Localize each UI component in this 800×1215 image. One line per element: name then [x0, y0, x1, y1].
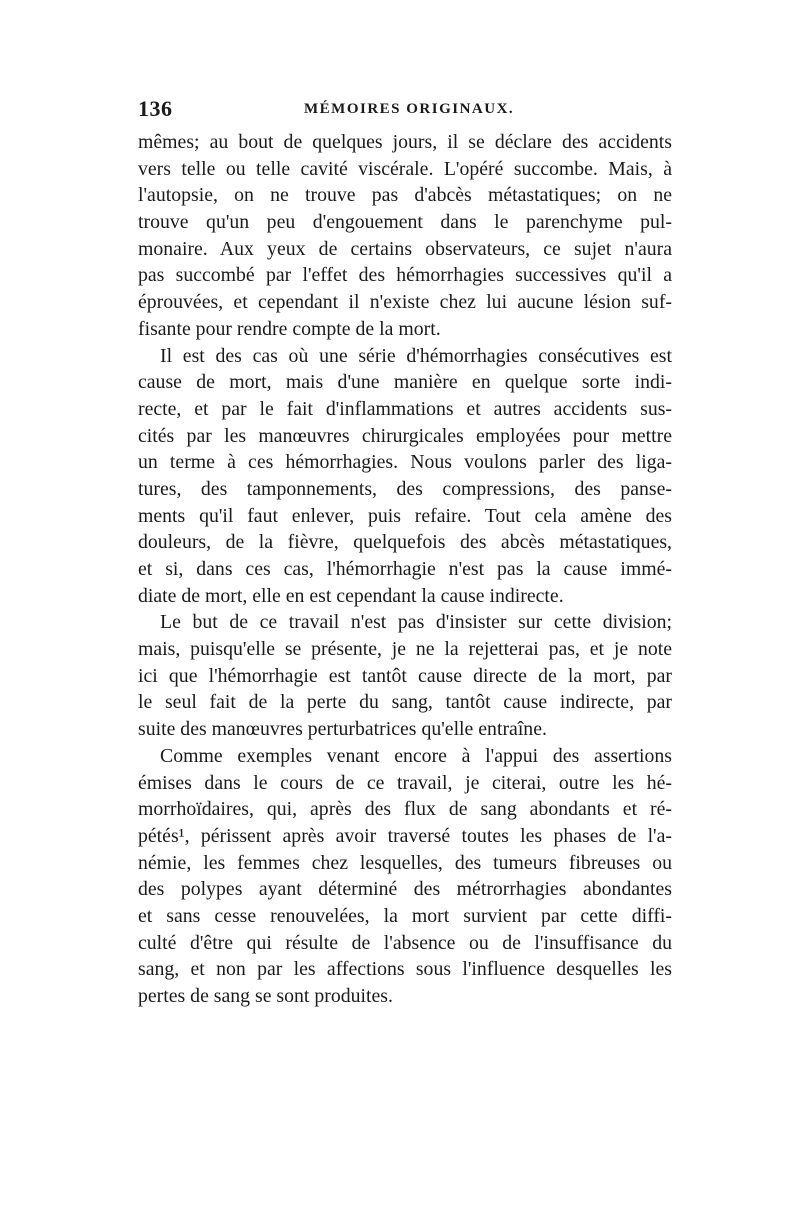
- text-line: recte, et par le fait d'inflammations et autres accidents sus-: [138, 397, 672, 420]
- running-title: MÉMOIRES ORIGINAUX.: [304, 101, 515, 117]
- text-line: morrhoïdaires, qui, après des flux de sang abondants et ré-: [138, 798, 672, 821]
- text-line: l'autopsie, on ne trouve pas d'abcès métastatiques; on ne: [138, 184, 672, 207]
- text-line: éprouvées, et cependant il n'existe chez lui aucune lésion suf-: [138, 291, 672, 314]
- text-line: Comme exemples venant encore à l'appui des assertions: [160, 744, 672, 767]
- text-line: pertes de sang se sont produites.: [138, 985, 393, 1007]
- text-line: Il est des cas où une série d'hémorrhagies consécutives est: [160, 344, 672, 367]
- paragraph: [138, 129, 672, 343]
- text-line: un terme à ces hémorrhagies. Nous voulons parler des liga-: [138, 451, 672, 474]
- text-line: des polypes ayant déterminé des métrorrhagies abondantes: [138, 878, 672, 901]
- body-text: [138, 129, 672, 1010]
- text-line: émises dans le cours de ce travail, je citerai, outre les hé-: [138, 771, 672, 794]
- text-line: némie, les femmes chez lesquelles, des tumeurs fibreuses ou: [138, 851, 672, 874]
- text-line: douleurs, de la fièvre, quelquefois des abcès métastatiques,: [138, 531, 672, 554]
- text-line: monaire. Aux yeux de certains observateurs, ce sujet n'aura: [138, 237, 672, 260]
- text-line: et si, dans ces cas, l'hémorrhagie n'est pas la cause immé-: [138, 558, 672, 580]
- text-line: mais, puisqu'elle se présente, je ne la rejetterai pas, et je note: [138, 638, 672, 661]
- text-line: cause de mort, mais d'une manière en quelque sorte indi-: [138, 371, 672, 394]
- text-line: suite des manœuvres perturbatrices qu'elle entraîne.: [138, 718, 547, 741]
- paragraph: [138, 609, 672, 742]
- text-line: fisante pour rendre compte de la mort.: [138, 317, 441, 340]
- text-line: culté d'être qui résulte de l'absence ou de l'insuffisance du: [138, 931, 672, 954]
- text-line: cités par les manœuvres chirurgicales employées pour mettre: [138, 424, 672, 447]
- text-line: Le but de ce travail n'est pas d'insister sur cette division;: [160, 611, 672, 634]
- text-line: le seul fait de la perte du sang, tantôt cause indirecte, par: [138, 691, 672, 714]
- text-line: mêmes; au bout de quelques jours, il se déclare des accidents: [138, 131, 672, 153]
- text-line: tures, des tamponnements, des compressions, des panse-: [138, 477, 672, 500]
- text-line: et sans cesse renouvelées, la mort survient par cette diffi-: [138, 904, 672, 927]
- paragraph: [138, 743, 672, 1010]
- text-line: pas succombé par l'effet des hémorrhagies successives qu'il a: [138, 264, 672, 287]
- paragraph: [138, 343, 672, 610]
- page-header: [138, 96, 668, 126]
- text-line: vers telle ou telle cavité viscérale. L'opéré succombe. Mais, à: [138, 157, 672, 180]
- page-number: 136: [138, 96, 173, 121]
- text-line: ici que l'hémorrhagie est tantôt cause directe de la mort, par: [138, 664, 672, 687]
- text-line: trouve qu'un peu d'engouement dans le parenchyme pul-: [138, 211, 672, 234]
- text-line: diate de mort, elle en est cependant la cause indirecte.: [138, 584, 564, 607]
- text-line: ments qu'il faut enlever, puis refaire. Tout cela amène des: [138, 504, 672, 527]
- text-line: sang, et non par les affections sous l'influence desquelles les: [138, 958, 672, 981]
- text-line: pétés¹, périssent après avoir traversé toutes les phases de l'a-: [138, 824, 672, 847]
